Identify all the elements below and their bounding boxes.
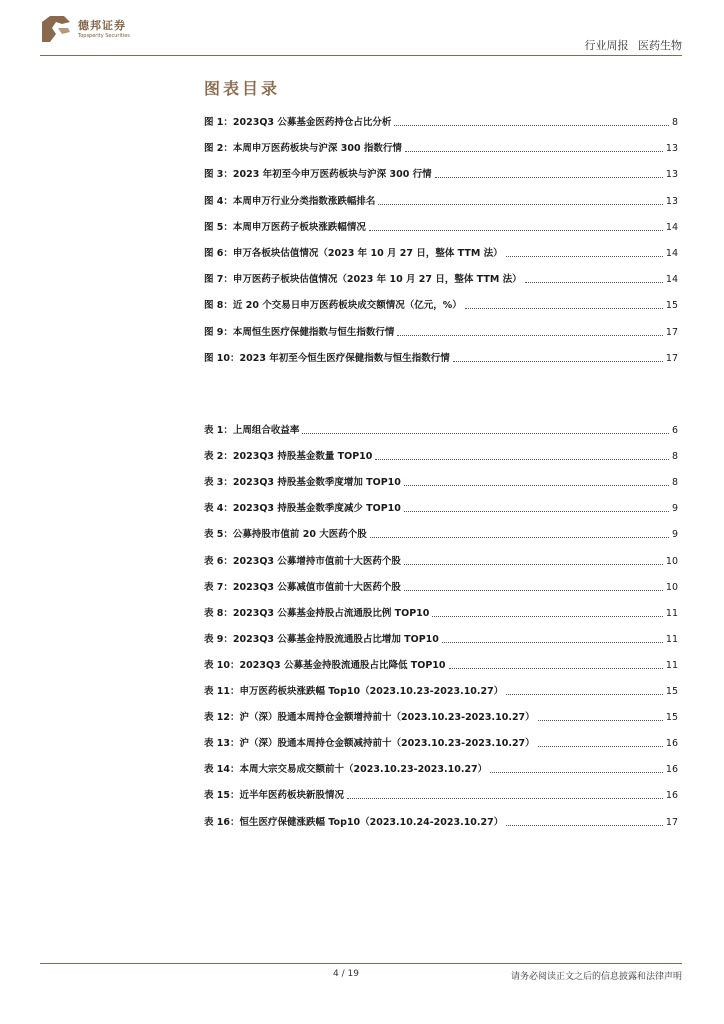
table-entry[interactable]: [204, 554, 678, 568]
table-entry-page: 16: [665, 738, 678, 750]
table-entry-label: 表 2：2023Q3 持股基金数量 TOP10: [204, 451, 373, 463]
table-entry-page: 15: [665, 686, 678, 697]
dot-leader: [525, 281, 663, 283]
figure-entry[interactable]: [204, 325, 678, 339]
table-entry-page: 16: [665, 790, 678, 802]
dot-leader: [302, 432, 669, 434]
dot-leader: [449, 667, 663, 669]
dot-leader: [435, 176, 663, 178]
table-entry-page: 15: [665, 712, 678, 724]
table-entry-label: 表 3：2023Q3 持股基金数季度增加 TOP10: [204, 477, 401, 489]
table-entry-label: 表 9：2023Q3 公募基金持股流通股占比增加 TOP10: [204, 633, 439, 645]
footer-disclaimer: 请务必阅读正文之后的信息披露和法律声明: [510, 972, 682, 982]
table-entry[interactable]: [204, 736, 678, 750]
table-entry[interactable]: [204, 710, 678, 724]
dot-leader: [442, 641, 663, 643]
dot-leader: [369, 229, 663, 231]
figure-entry[interactable]: [204, 246, 678, 260]
table-entry-page: 9: [671, 529, 678, 541]
table-entry[interactable]: [204, 815, 678, 829]
dot-leader: [370, 536, 669, 538]
table-entry-page: 8: [671, 477, 678, 489]
dot-leader: [432, 615, 663, 617]
figure-entry-page: 13: [665, 143, 678, 155]
report-category: [585, 37, 683, 53]
figure-entry-label: 图 6：申万各板块估值情况（2023 年 10 月 27 日，整体 TTM 法）: [204, 248, 503, 259]
table-entry-label: 表 15：近半年医药板块新股情况: [204, 790, 345, 802]
table-entry[interactable]: [204, 527, 678, 541]
table-entry-page: 11: [665, 607, 678, 619]
figure-entry[interactable]: [204, 298, 678, 312]
table-entry[interactable]: [204, 475, 678, 489]
table-entry-page: 10: [665, 555, 678, 567]
table-entry-label: 表 8：2023Q3 公募基金持股占流通股比例 TOP10: [204, 607, 430, 619]
industry-name: 医药生物: [638, 39, 682, 52]
table-entry-label: 表 12：沪（深）股通本周持仓金额增持前十（2023.10.23-2023.10.27）: [204, 712, 535, 724]
footer-divider: [40, 963, 682, 964]
figure-entry-label: 图 7：申万医药子板块估值情况（2023 年 10 月 27 日，整体 TTM 法）: [204, 274, 522, 286]
figure-entry-page: 17: [665, 352, 678, 364]
dot-leader: [404, 563, 663, 565]
figure-entry-label: 图 8：近 20 个交易日申万医药板块成交额情况（亿元，%）: [204, 300, 462, 312]
table-entry[interactable]: [204, 632, 678, 646]
logo-name: 德邦证券: [78, 19, 126, 32]
table-entry[interactable]: [204, 423, 678, 437]
figure-entry-page: 14: [665, 274, 678, 286]
figure-entry[interactable]: [204, 141, 678, 155]
page-number: 4 / 19: [333, 969, 359, 979]
table-entry[interactable]: [204, 580, 678, 594]
figure-entry-label: 图 5：本周申万医药子板块涨跌幅情况: [204, 221, 366, 233]
table-entry-label: 表 16：恒生医疗保健涨跌幅 Top10（2023.10.24-2023.10.27）: [204, 816, 504, 828]
dot-leader: [394, 124, 669, 126]
figure-entry-label: 图 3：2023 年初至今申万医药板块与沪深 300 行情: [204, 169, 432, 181]
dot-leader: [538, 719, 663, 721]
table-entry-label: 表 7：2023Q3 公募减值市值前十大医药个股: [204, 581, 401, 593]
dot-leader: [506, 255, 663, 257]
report-type: 行业周报: [584, 39, 629, 52]
figure-entry-page: 8: [671, 117, 678, 128]
figure-entry-label: 图 2：本周申万医药板块与沪深 300 指数行情: [204, 143, 402, 155]
table-entry-page: 11: [665, 659, 678, 671]
table-entry-page: 17: [665, 816, 678, 828]
table-entry-page: 11: [665, 633, 678, 645]
dot-leader: [375, 458, 669, 460]
table-entry[interactable]: [204, 658, 678, 672]
figure-entry-label: 图 10：2023 年初至今恒生医疗保健指数与恒生指数行情: [204, 352, 450, 364]
table-entry-page: 6: [671, 425, 678, 436]
table-entry-label: 表 14：本周大宗交易成交额前十（2023.10.23-2023.10.27）: [204, 764, 488, 776]
table-entry-label: 表 5：公募持股市值前 20 大医药个股: [204, 529, 367, 541]
figure-entry-label: 图 1：2023Q3 公募基金医药持仓占比分析: [204, 117, 392, 128]
table-entry-page: 16: [665, 764, 678, 776]
company-logo: [40, 14, 160, 46]
dot-leader: [506, 693, 663, 695]
table-entry-label: 表 4：2023Q3 持股基金数季度减少 TOP10: [204, 503, 401, 515]
figure-entry[interactable]: [204, 115, 678, 129]
dot-leader: [347, 797, 663, 799]
dot-leader: [404, 589, 663, 591]
figure-entry[interactable]: [204, 220, 678, 234]
dot-leader: [506, 824, 663, 826]
figure-entry[interactable]: [204, 351, 678, 365]
dot-leader: [378, 203, 662, 205]
dot-leader: [404, 510, 669, 512]
figure-entry[interactable]: [204, 194, 678, 208]
dot-leader: [397, 334, 662, 336]
table-entry[interactable]: [204, 606, 678, 620]
dot-leader: [538, 745, 663, 747]
table-entry-label: 表 11：申万医药板块涨跌幅 Top10（2023.10.23-2023.10.27）: [204, 686, 504, 697]
figure-entry-label: 图 9：本周恒生医疗保健指数与恒生指数行情: [204, 326, 395, 338]
dot-leader: [453, 360, 663, 362]
table-entry-label: 表 10：2023Q3 公募基金持股流通股占比降低 TOP10: [204, 659, 446, 671]
table-entry-label: 表 1：上周组合收益率: [204, 425, 300, 436]
figure-entry-page: 17: [665, 326, 678, 338]
table-entry[interactable]: [204, 788, 678, 802]
table-entry-label: 表 13：沪（深）股通本周持仓金额减持前十（2023.10.23-2023.10.27）: [204, 738, 535, 750]
dot-leader: [465, 307, 663, 309]
logo-subtitle: Topsperity Securities: [78, 33, 130, 39]
page-title: 图表目录: [204, 79, 281, 98]
figure-entry-page: 13: [665, 169, 678, 181]
figure-entry-page: 14: [665, 248, 678, 259]
figure-entry-page: 13: [665, 195, 678, 207]
figure-entry-label: 图 4：本周申万行业分类指数涨跌幅排名: [204, 195, 376, 207]
dot-leader: [404, 484, 669, 486]
figure-entry-page: 14: [665, 221, 678, 233]
table-entry[interactable]: [204, 684, 678, 698]
header-divider: [40, 55, 682, 56]
table-entry[interactable]: [204, 762, 678, 776]
dot-leader: [405, 150, 663, 152]
table-entry-page: 8: [671, 451, 678, 463]
logo-mark-icon: [40, 14, 72, 44]
table-entry-label: 表 6：2023Q3 公募增持市值前十大医药个股: [204, 555, 401, 567]
table-entry-page: 9: [671, 503, 678, 515]
dot-leader: [490, 771, 663, 773]
figure-entry[interactable]: [204, 272, 678, 286]
figure-entry[interactable]: [204, 167, 678, 181]
figure-entry-page: 15: [665, 300, 678, 312]
table-entry[interactable]: [204, 449, 678, 463]
table-entry-page: 10: [665, 581, 678, 593]
table-entry[interactable]: [204, 501, 678, 515]
